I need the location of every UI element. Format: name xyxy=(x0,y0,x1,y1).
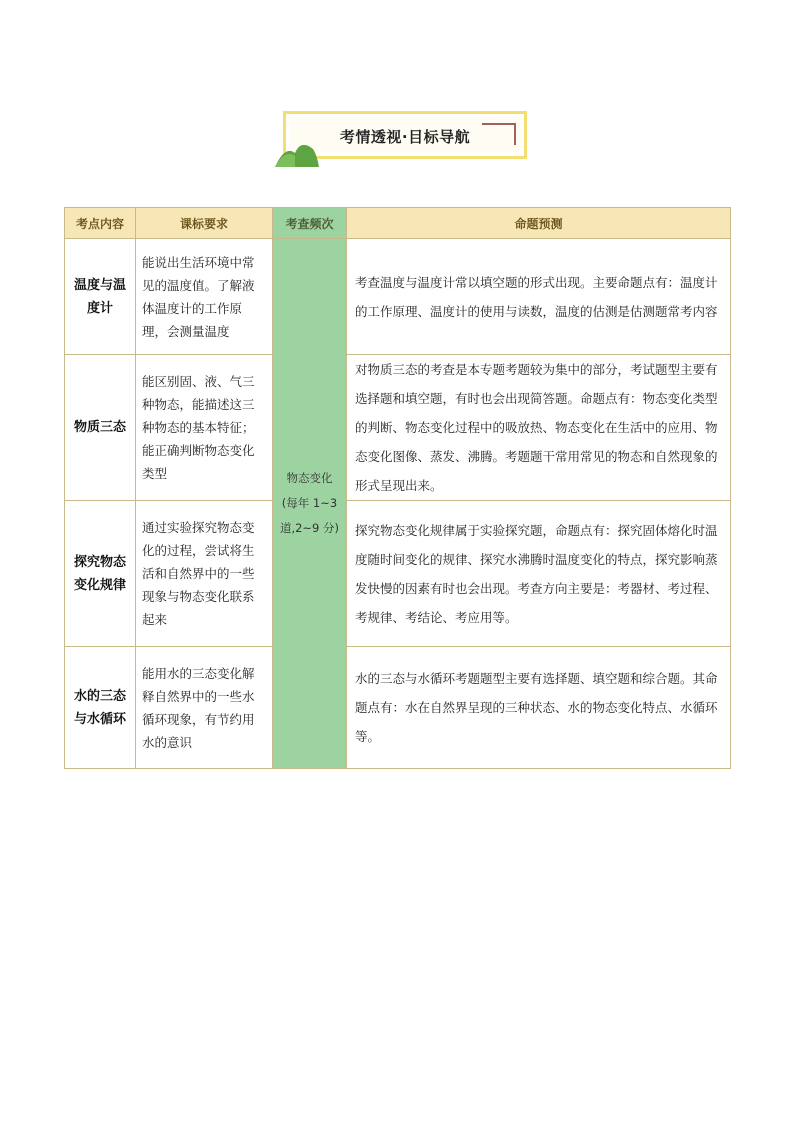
table-row xyxy=(65,239,731,355)
frequency-topic: 物态变化 xyxy=(286,471,333,485)
frequency-count: (每年 1~3 xyxy=(281,496,338,510)
table-row xyxy=(65,647,731,769)
requirement-cell: 能说出生活环境中常见的温度值。了解液体温度计的工作原理，会测量温度 xyxy=(136,239,273,355)
header-prediction: 命题预测 xyxy=(347,208,731,239)
banner-accent-tick xyxy=(514,123,516,145)
topic-cell: 物质三态 xyxy=(65,355,136,501)
frequency-cell xyxy=(273,239,347,769)
header-frequency: 考查频次 xyxy=(273,208,347,239)
section-banner xyxy=(275,109,533,167)
topic-cell: 水的三态与水循环 xyxy=(65,647,136,769)
topic-cell: 探究物态变化规律 xyxy=(65,501,136,647)
requirement-cell: 能用水的三态变化解释自然界中的一些水循环现象，有节约用水的意识 xyxy=(136,647,273,769)
header-topic: 考点内容 xyxy=(65,208,136,239)
prediction-cell: 探究物态变化规律属于实验探究题，命题点有：探究固体熔化时温度随时间变化的规律、探究水沸腾时温度变化的特点，探究影响蒸发快慢的因素有时也会出现。考查方向主要是：考器材、考过程、考规律、考结论、考应用等。 xyxy=(347,501,731,647)
table-row xyxy=(65,355,731,501)
prediction-cell: 考查温度与温度计常以填空题的形式出现。主要命题点有：温度计的工作原理、温度计的使用与读数，温度的估测是估测题常考内容 xyxy=(347,239,731,355)
table-row xyxy=(65,501,731,647)
topic-cell: 温度与温度计 xyxy=(65,239,136,355)
green-hills-icon xyxy=(275,139,319,169)
requirement-cell: 能区别固、液、气三种物态，能描述这三种物态的基本特征；能正确判断物态变化类型 xyxy=(136,355,273,501)
banner-frame xyxy=(283,111,527,159)
header-requirement: 课标要求 xyxy=(136,208,273,239)
table-header-row xyxy=(65,208,731,239)
prediction-cell: 水的三态与水循环考题题型主要有选择题、填空题和综合题。其命题点有：水在自然界呈现的三种状态、水的物态变化特点、水循环等。 xyxy=(347,647,731,769)
requirement-cell: 通过实验探究物态变化的过程，尝试将生活和自然界中的一些现象与物态变化联系起来 xyxy=(136,501,273,647)
frequency-score: 道,2~9 分) xyxy=(279,521,340,535)
exam-overview-table xyxy=(64,207,731,769)
banner-accent-line xyxy=(482,123,516,125)
prediction-cell: 对物质三态的考查是本专题考题较为集中的部分，考试题型主要有选择题和填空题，有时也会出现简答题。命题点有：物态变化类型的判断、物态变化过程中的吸放热、物态变化在生活中的应用、物态变化图像、蒸发、沸腾。考题题干常用常见的物态和自然现象的形式呈现出来。 xyxy=(347,355,731,501)
banner-title: 考情透视·目标导航 xyxy=(339,128,471,146)
